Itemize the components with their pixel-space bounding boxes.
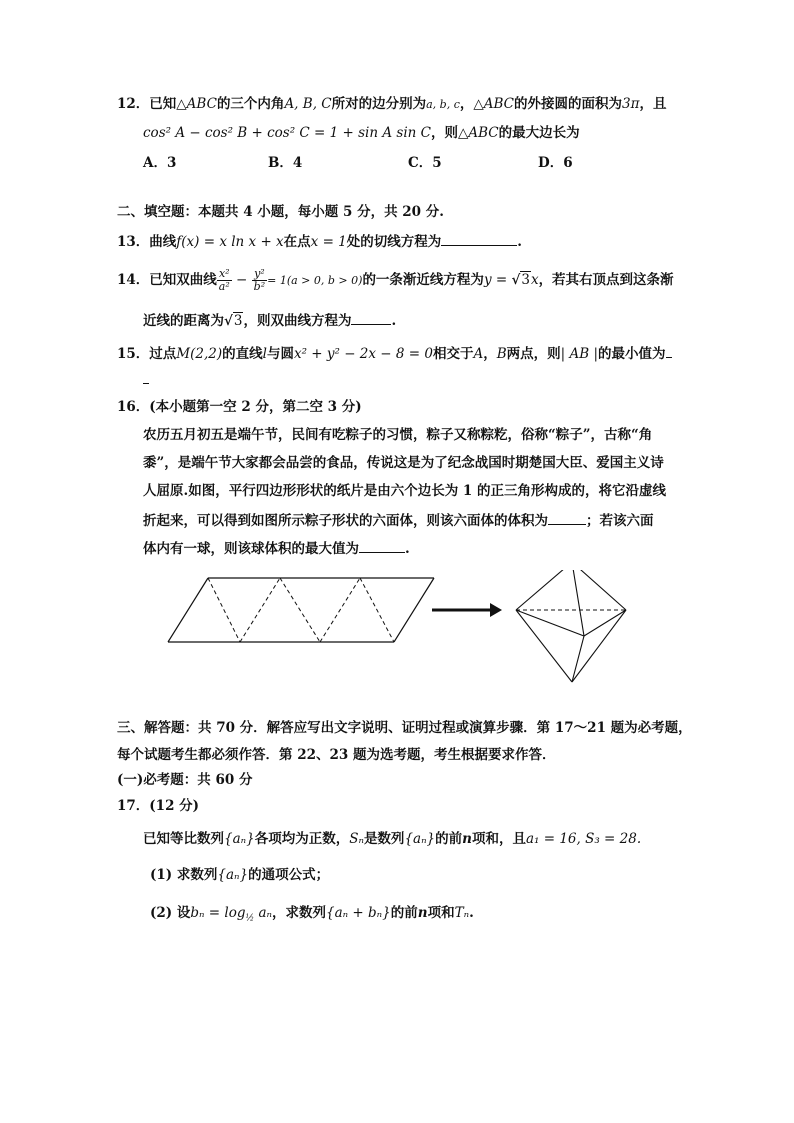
parallelogram-net bbox=[168, 578, 434, 642]
q12-line1: 12．已知△ABC的三个内角A, B, C所对的边分别为a, b, c，△ABC的外接圆的面积为3π，且 bbox=[117, 96, 667, 112]
q17-part2: (2) 设$b_n = \log_{\frac{1}{2}} a_n$，求数列{aₙ + bₙ}的前n项和Tₙ. bbox=[150, 905, 474, 924]
q14-line2: 近线的距离为√3，则双曲线方程为 . bbox=[143, 310, 396, 330]
answer-blank[interactable] bbox=[666, 343, 672, 358]
section3-heading-line1: 三、解答题：共 70 分．解答应写出文字说明、证明过程或演算步骤．第 17～21 题为必考题， bbox=[117, 720, 692, 736]
q17-part1: (1) 求数列{aₙ}的通项公式； bbox=[150, 867, 330, 883]
answer-blank[interactable] bbox=[548, 510, 586, 525]
q12-option-c: C．5 bbox=[408, 155, 442, 171]
q16-para-line2: 黍”，是端午节大家都会品尝的食品，传说这是为了纪念战国时期楚国大臣、爱国主义诗 bbox=[143, 455, 664, 471]
hexahedron-solid bbox=[516, 570, 626, 682]
q12-option-a: A．3 bbox=[143, 155, 177, 171]
section3-heading-line2: 每个试题考生都必须作答．第 22、23 题为选考题，考生根据要求作答． bbox=[117, 747, 556, 763]
q12-option-d: D．6 bbox=[538, 155, 573, 171]
q15-blank-continuation bbox=[143, 369, 149, 389]
answer-blank[interactable] bbox=[143, 369, 149, 384]
q16-figure bbox=[160, 570, 640, 690]
q12-number: 12． bbox=[117, 96, 150, 112]
section2-heading: 二、填空题：本题共 4 小题，每小题 5 分，共 20 分. bbox=[117, 204, 444, 220]
q16-para-line4: 折起来，可以得到如图所示粽子形状的六面体，则该六面体的体积为 ；若该六面 bbox=[143, 510, 654, 530]
q12-option-b: B．4 bbox=[268, 155, 303, 171]
q16-head: 16．(本小题第一空 2 分，第二空 3 分) bbox=[117, 399, 362, 415]
q17-stem: 已知等比数列{aₙ}各项均为正数，Sₙ是数列{aₙ}的前n项和，且a₁ = 16, S₃ = 28. bbox=[143, 831, 642, 847]
q13-line: 13．曲线f(x) = x ln x + x在点x = 1处的切线方程为 . bbox=[117, 231, 522, 251]
fraction: $\frac{\text{x²}}{\text{a²}}$ bbox=[218, 267, 230, 293]
q14-line1: 14．已知双曲线 $\frac{\text{x²}}{\text{a²}}$ − $\frac{\text{y²}}{\text{b²}}$ = 1(a > 0, b > 0)的一条渐近线方程为y = √3x，若其右顶点到这条渐 bbox=[117, 267, 674, 293]
q16-para-line1: 农历五月初五是端午节，民间有吃粽子的习惯，粽子又称粽籺，俗称“粽子”，古称“角 bbox=[143, 427, 653, 443]
section3-subheading: (一)必考题：共 60 分 bbox=[117, 772, 253, 788]
q15-line: 15．过点M(2,2)的直线l与圆x² + y² − 2x − 8 = 0相交于A，B两点，则| AB |的最小值为 bbox=[117, 343, 672, 363]
answer-blank[interactable] bbox=[441, 231, 517, 246]
q12-line2: cos² A − cos² B + cos² C = 1 + sin A sin C，则△ABC的最大边长为 bbox=[143, 125, 580, 141]
answer-blank[interactable] bbox=[359, 538, 405, 553]
q16-para-line3: 人屈原.如图，平行四边形形状的纸片是由六个边长为 1 的正三角形构成的，将它沿虚线 bbox=[143, 483, 666, 499]
q17-head: 17．(12 分) bbox=[117, 798, 200, 814]
q16-para-line5: 体内有一球，则该球体积的最大值为 . bbox=[143, 538, 410, 558]
fraction: $\frac{\text{y²}}{\text{b²}}$ bbox=[253, 267, 266, 293]
answer-blank[interactable] bbox=[351, 310, 391, 325]
arrow-icon bbox=[432, 603, 502, 617]
